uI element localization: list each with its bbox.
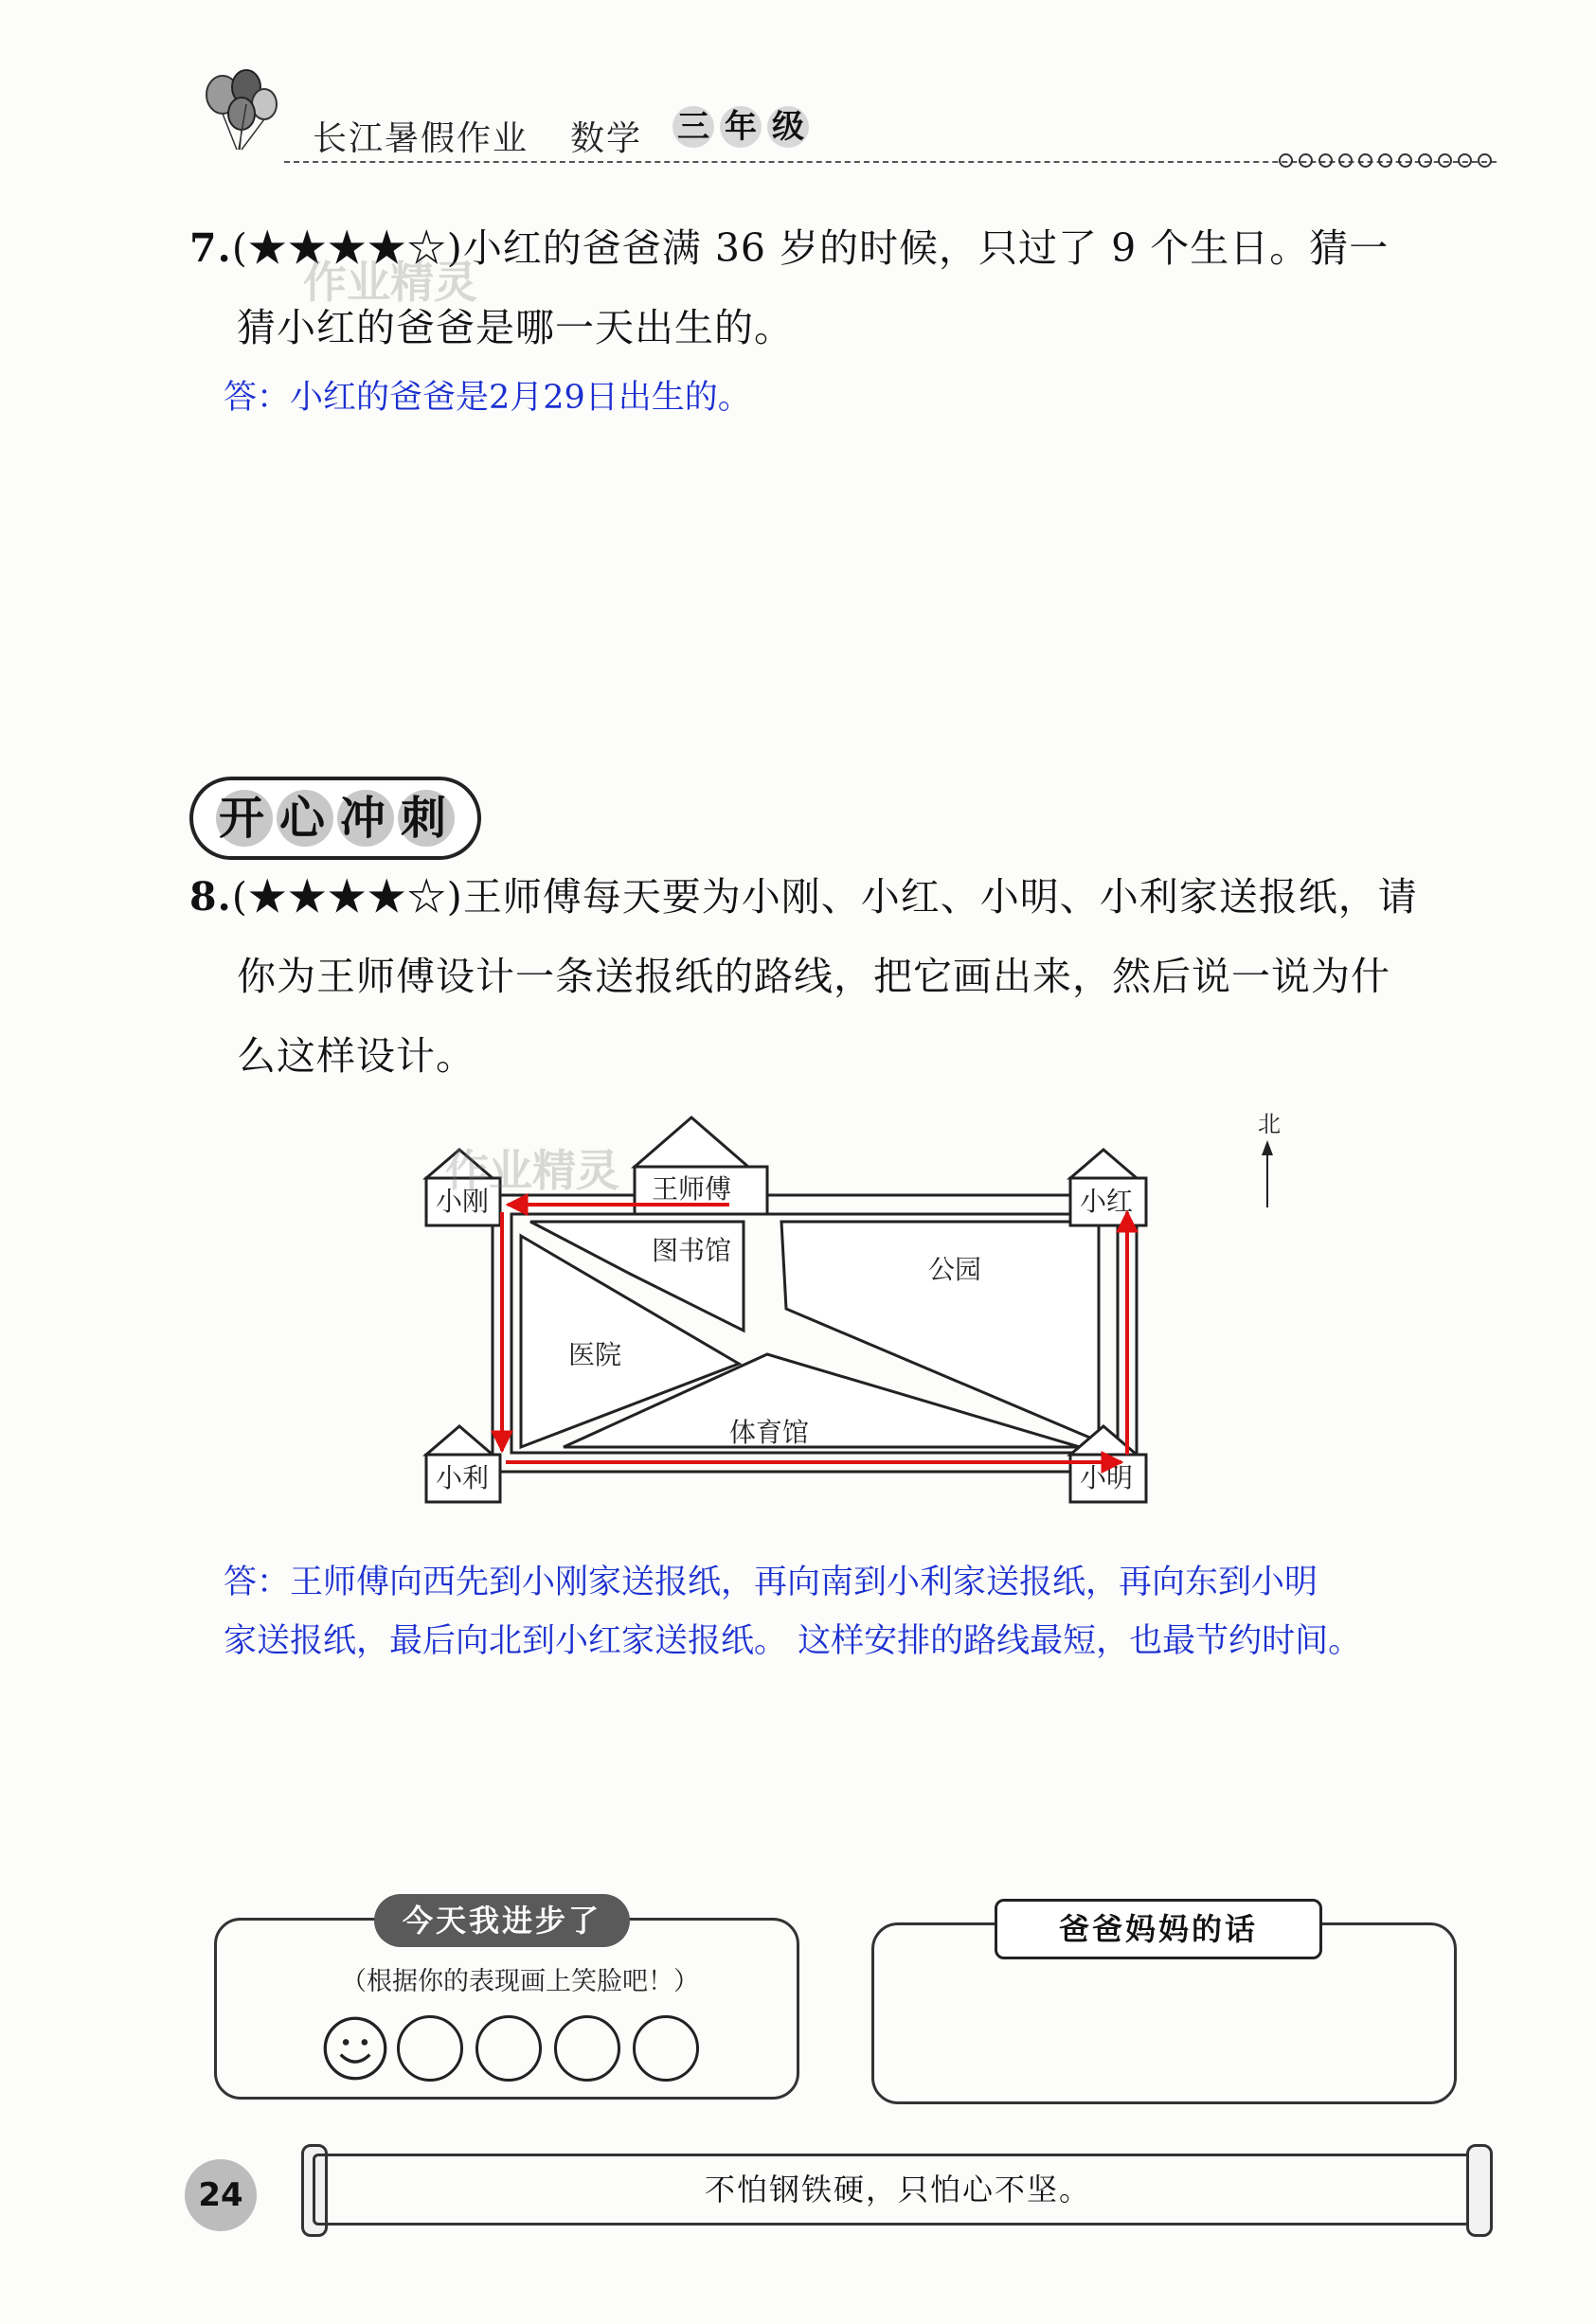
scroll-right-end (1466, 2144, 1493, 2237)
progress-hint: （根据你的表现画上笑脸吧！） (341, 1967, 699, 1996)
label-north: 北 (1258, 1111, 1281, 1137)
answer-7: 答：小红的爸爸是2月29日出生的。 (224, 379, 751, 417)
badge-char: 开 (216, 790, 273, 847)
label-park: 公园 (928, 1254, 982, 1285)
parents-tag: 爸爸妈妈的话 (995, 1899, 1322, 1959)
grade-badge (672, 106, 815, 148)
book-title: 长江暑假作业 (313, 119, 529, 158)
question-text: 你为王师傅设计一条送报纸的路线，把它画出来，然后说一说为什 (237, 954, 1390, 999)
empty-face-circle[interactable] (397, 2015, 463, 2082)
question-number: 8. (189, 874, 232, 920)
label-ming: 小明 (1080, 1462, 1134, 1493)
section-badge (189, 777, 481, 860)
header-title (313, 112, 642, 160)
watermark: 作业精灵 (445, 1145, 619, 1196)
badge-char: 心 (277, 790, 333, 847)
balloons-icon (194, 66, 289, 152)
difficulty-stars: (★★★★☆) (231, 225, 463, 271)
answer-text: 答：王师傅向西先到小刚家送报纸，再向南到小利家送报纸，再向东到小明 (224, 1564, 1318, 1601)
page-number: 24 (185, 2159, 257, 2231)
question-8 (189, 857, 1515, 1096)
header-dots (1279, 153, 1497, 171)
face-row (322, 2015, 707, 2085)
label-wang: 王师傅 (652, 1173, 732, 1205)
label-library: 图书馆 (652, 1235, 732, 1266)
badge-char: 刺 (398, 790, 455, 847)
answer-text: 家送报纸，最后向北到小红家送报纸。 这样安排的路线最短，也最节约时间。 (224, 1622, 1362, 1660)
question-text: 么这样设计。 (237, 1033, 475, 1079)
badge-char: 冲 (337, 790, 394, 847)
label-gym: 体育馆 (729, 1417, 810, 1448)
question-text: 王师傅每天要为小刚、小红、小明、小利家送报纸，请 (462, 874, 1418, 920)
subject-label: 数学 (570, 119, 643, 158)
empty-face-circle[interactable] (475, 2015, 542, 2082)
watermark: 作业精灵 (303, 257, 477, 308)
label-gang: 小刚 (436, 1186, 490, 1217)
grade-char: 年 (720, 106, 762, 148)
empty-face-circle[interactable] (633, 2015, 699, 2082)
north-arrow-icon (1262, 1140, 1273, 1207)
answer-8 (224, 1553, 1361, 1671)
question-text: 小红的爸爸满 36 岁的时候，只过了 9 个生日。猜一 (462, 225, 1390, 271)
smiley-face-icon[interactable] (322, 2015, 388, 2082)
label-hospital: 医院 (568, 1339, 622, 1370)
grade-char: 级 (767, 106, 809, 148)
difficulty-stars: (★★★★☆) (231, 874, 463, 920)
question-number: 7. (189, 225, 232, 271)
motto-banner: 不怕钢铁硬，只怕心不坚。 (313, 2154, 1483, 2226)
label-li: 小利 (436, 1462, 490, 1493)
empty-face-circle[interactable] (554, 2015, 620, 2082)
progress-tag: 今天我进步了 (374, 1894, 630, 1947)
question-text: 猜小红的爸爸是哪一天出生的。 (237, 305, 794, 350)
label-hong: 小红 (1080, 1186, 1134, 1217)
grade-char: 三 (672, 106, 714, 148)
